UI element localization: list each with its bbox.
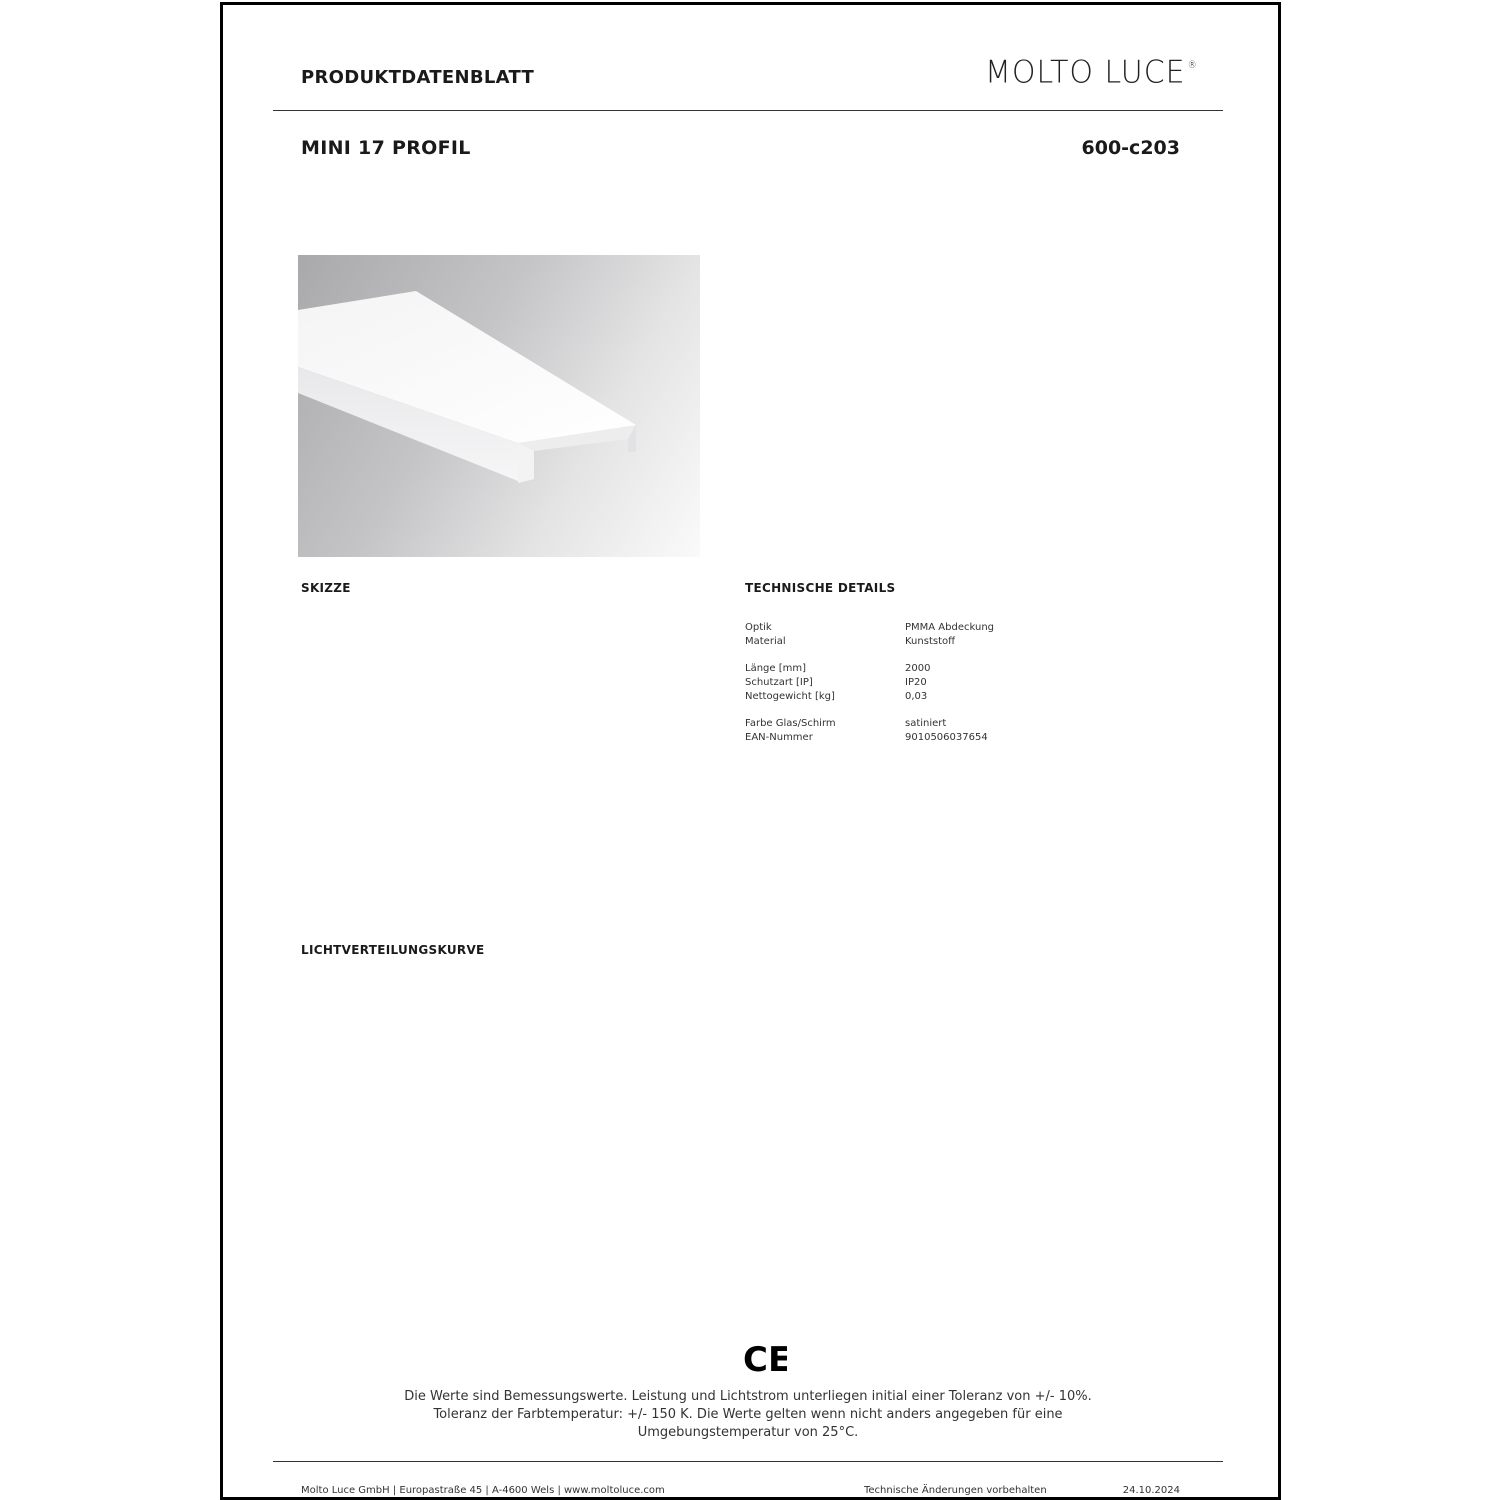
spec-row-length: Länge [mm] 2000: [745, 663, 931, 674]
footer-company-info: Molto Luce GmbH | Europastraße 45 | A-4600 Wels | www.moltoluce.com: [301, 1485, 665, 1496]
spec-row-ean: EAN-Nummer 9010506037654: [745, 732, 988, 743]
ce-mark-icon: [743, 1342, 787, 1378]
document-title: PRODUKTDATENBLATT: [301, 67, 535, 88]
spec-row-net-weight: Nettogewicht [kg] 0,03: [745, 691, 928, 702]
technical-specs-table: [745, 621, 994, 745]
product-name: MINI 17 PROFIL: [301, 137, 471, 159]
spec-row-material: Material Kunststoff: [745, 636, 956, 647]
light-distribution-label: LICHTVERTEILUNGSKURVE: [301, 943, 485, 957]
footnote-line-3: Umgebungstemperatur von 25°C.: [637, 1425, 859, 1440]
brand-logo-text: MOLTO LUCE: [985, 54, 1186, 91]
footer-date: 24.10.2024: [1122, 1485, 1180, 1496]
registered-mark: ®: [1187, 60, 1198, 71]
datasheet-page: [220, 2, 1281, 1500]
footnote-line-1: Die Werte sind Bemessungswerte. Leistung und Lichtstrom unterliegen initial einer Toleranz von +/- 10%.: [404, 1389, 1092, 1404]
footnote-line-2: Toleranz der Farbtemperatur: +/- 150 K. Die Werte gelten wenn nicht anders angegeben für eine: [433, 1407, 1063, 1422]
spec-row-color: Farbe Glas/Schirm satiniert: [745, 718, 947, 729]
profile-illustration: [298, 255, 700, 557]
footer-divider: [273, 1461, 1223, 1462]
spec-row-optik: Optik PMMA Abdeckung: [745, 622, 994, 633]
tolerance-footnote: [323, 1388, 1173, 1442]
product-code: 600-c203: [1081, 137, 1180, 159]
footer-notice: Technische Änderungen vorbehalten: [864, 1485, 1047, 1496]
brand-logo: [985, 54, 1198, 91]
header-divider: [273, 110, 1223, 111]
product-photo: [298, 255, 700, 557]
ce-mark-text: CE: [743, 1342, 787, 1374]
sketch-section-label: SKIZZE: [301, 581, 351, 595]
technical-details-label: TECHNISCHE DETAILS: [745, 581, 896, 595]
spec-row-ip-rating: Schutzart [IP] IP20: [745, 677, 927, 688]
